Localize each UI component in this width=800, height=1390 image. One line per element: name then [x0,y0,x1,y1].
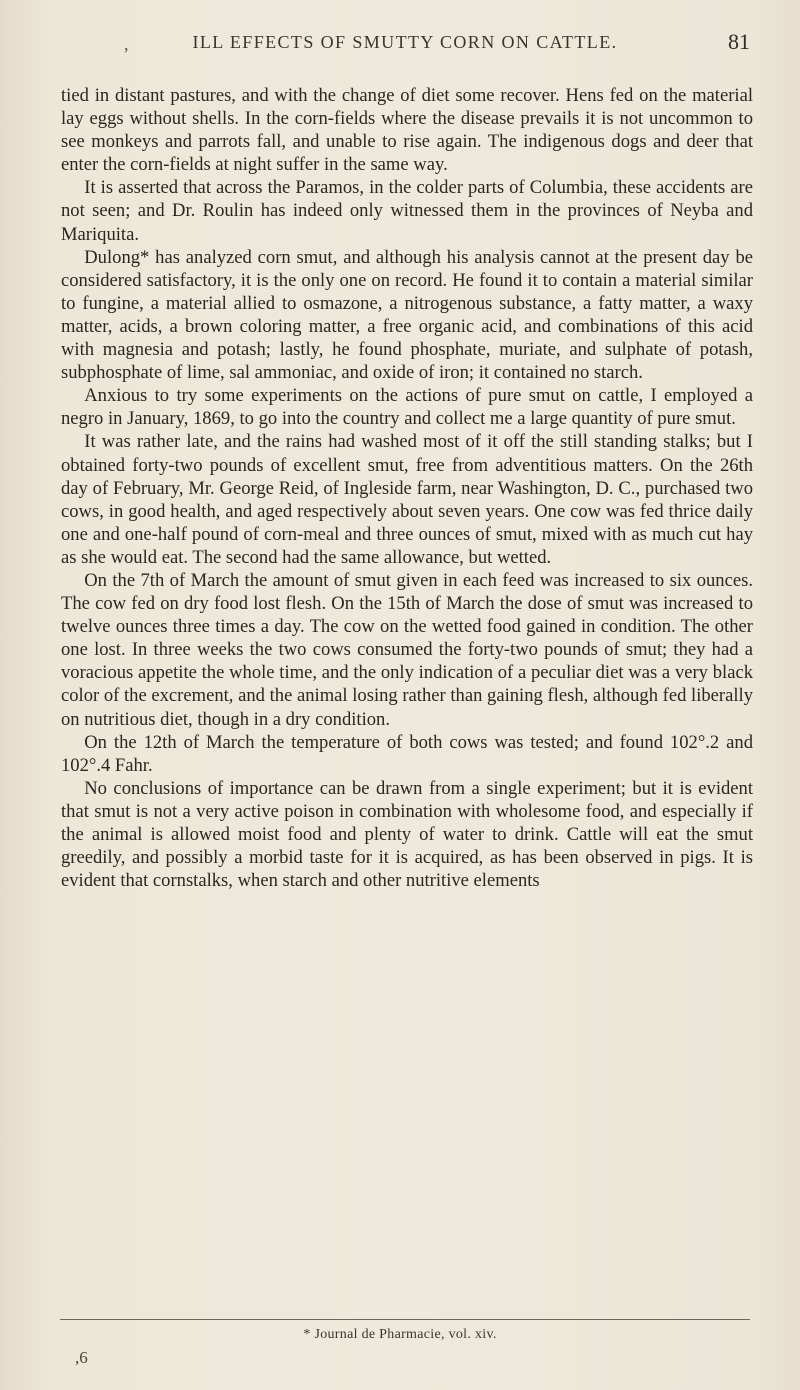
header-mark: , [124,34,129,54]
body-text [61,84,753,892]
paragraph: Anxious to try some experiments on the actions of pure smut on cattle, I employed a negro in January, 1869, to go into the country and collect me a large quantity of pure smut. [61,385,753,430]
signature-mark: ,6 [75,1348,88,1367]
page-number: 81 [728,29,750,54]
paragraph: On the 12th of March the temperature of both cows was tested; and found 102°.2 and 102°.4 Fahr. [61,731,753,776]
paragraph-continued: tied in distant pastures, and with the change of diet some recover. Hens fed on the material lay eggs without shells. In the corn-fields where the disease prevails it is not uncommon to see monkeys and parrots fall, and unable to rise again. The indigenous dogs and deer that enter the corn-fields at night suffer in the same way. [61,85,753,176]
footnote-rule [60,1319,750,1320]
paragraph: Dulong* has analyzed corn smut, and although his analysis cannot at the present day be considered satisfactory, it is the only one on record. He found it to contain a material similar to fungine, a material allied to osmazone, a nitrogenous substance, a fatty matter, a waxy matter, acids, a brown coloring matter, a free organic acid, and combinations of this acid with magnesia and potash; lastly, he found phosphate, muriate, and sulphate of potash, subphosphate of lime, sal ammoniac, and oxide of iron; it contained no starch. [61,246,753,384]
paragraph: No conclusions of importance can be drawn from a single experiment; but it is evident that smut is not a very active poison in combination with wholesome food, and especially if the animal is allowed moist food and plenty of water to drink. Cattle will eat the smut greedily, and possibly a morbid taste for it is acquired, as has been observed in pigs. It is evident that cornstalks, when starch and other nutritive elements [61,777,753,892]
running-title: ILL EFFECTS OF SMUTTY CORN ON CATTLE. [192,32,618,52]
footnote: * Journal de Pharmacie, vol. xiv. [303,1327,497,1342]
paragraph: It was rather late, and the rains had washed most of it off the still standing stalks; but I obtained forty-two pounds of excellent smut, free from adventitious matters. On the 26th day of February, Mr. George Reid, of Ingleside farm, near Washington, D. C., purchased two cows, in good health, and aged respectively about seven years. One cow was fed thrice daily one and one-half pound of corn-meal and three ounces of smut, mixed with as much cut hay as she would eat. The second had the same allowance, but wetted. [61,431,753,568]
running-header [60,29,750,58]
paragraph: It is asserted that across the Paramos, in the colder parts of Columbia, these accidents are not seen; and Dr. Roulin has indeed only witnessed them in the provinces of Neyba and Mariquita. [61,177,753,245]
paragraph: On the 7th of March the amount of smut given in each feed was increased to six ounces. The cow fed on dry food lost flesh. On the 15th of March the dose of smut was increased to twelve ounces three times a day. The cow on the wetted food gained in condition. The other one lost. In three weeks the two cows consumed the forty-two pounds of smut; they had a voracious appetite the whole time, and the only indication of a peculiar diet was a very black color of the excrement, and the animal losing rather than gaining flesh, although fed liberally on nutritious diet, though in a dry condition. [61,569,753,730]
